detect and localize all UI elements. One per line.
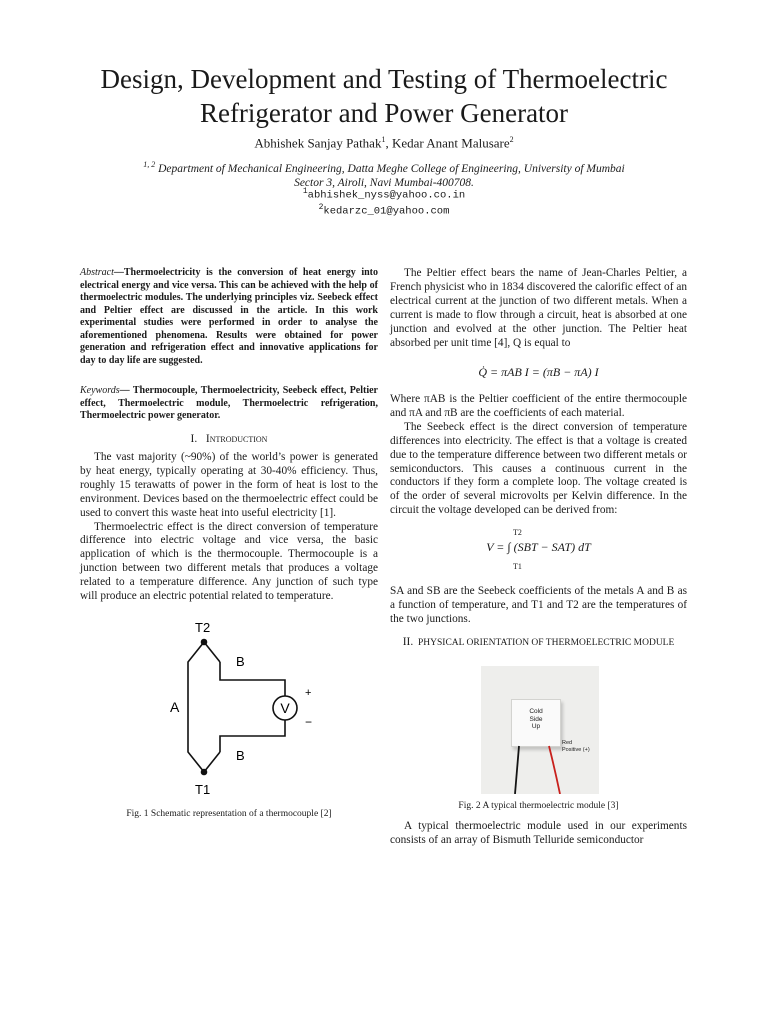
author-2-sup: 2 xyxy=(509,135,514,144)
thermocouple-diagram xyxy=(150,616,320,796)
section-1-heading xyxy=(80,433,378,445)
minus-sign: − xyxy=(305,715,313,729)
red-label-line-1: Red xyxy=(562,740,573,746)
seebeck-text: The Seebeck effect is the direct conversion of temperature differences into electricity. The effect is that a voltage is created due to the temperature difference between two different metals or semiconductors. This causes a continuous current in the conductors if they form a complete loop. The voltage created is of the order of several microvolts per Kelvin difference. In the circuit the voltage developed can be derived from: xyxy=(390,420,687,517)
seebeck-coefficient-text: SA and SB are the Seebeck coefficients of the metals A and B as a function of temperature, and T1 and T2 are the temperatures of the two junctions. xyxy=(390,585,687,625)
plus-sign: + xyxy=(305,687,312,699)
email-2[interactable] xyxy=(0,203,768,218)
cold-side-line-1: Cold xyxy=(529,708,543,715)
voltmeter-label: V xyxy=(280,700,290,716)
closing-text: A typical thermoelectric module used in our experiments consists of an array of Bismuth Telluride semiconductor xyxy=(390,820,687,846)
affiliation xyxy=(0,158,768,190)
seebeck-coefficient-paragraph xyxy=(390,585,687,627)
email-1-text: abhishek_nyss@yahoo.co.in xyxy=(307,189,466,202)
author-2: Kedar Anant Malusare xyxy=(391,135,510,151)
junction-t2 xyxy=(201,639,208,646)
abstract-text: —Thermoelectricity is the conversion of heat energy into electrical energy and vice versa. This can be achieved with the help of thermoelectric modules. The underlying principles viz. Seebeck effect and Peltier effect are discussed in the article. In this work experimental studies were performed in order to analyse the aforementioned phenomena. Results were obtained for power generation and refrigeration effect and innovative applications for day to day life are suggested. xyxy=(80,267,378,366)
affiliation-sup: 1, 2 xyxy=(143,160,156,169)
keywords xyxy=(80,385,378,423)
red-label-line-2: Positive (+) xyxy=(562,746,590,753)
t2-label: T2 xyxy=(195,620,211,635)
intro-paragraph-2: Thermoelectric effect is the direct conversion of temperature difference into electric voltage and vice versa, the basic application of which is the thermocouple. Thermocouple is a junction between two different metals that produces a voltage related to a temperature difference. Any junction of such type will produce an electric potential related to temperature. xyxy=(80,520,378,603)
black-wire xyxy=(515,746,519,794)
intro-body xyxy=(80,451,378,604)
paper-title xyxy=(0,62,768,130)
keywords-label: Keywords xyxy=(80,385,120,396)
thermoelectric-module-photo xyxy=(481,666,599,794)
title-line-1: Design, Development and Testing of Thermoelectric xyxy=(100,64,668,94)
metal-b-top-label: B xyxy=(236,654,245,669)
email-1[interactable] xyxy=(0,187,768,202)
section-2-number: II. xyxy=(402,636,414,648)
abstract xyxy=(80,267,378,367)
affiliation-line-2: Sector 3, Airoli, Navi Mumbai-400708. xyxy=(294,176,474,189)
keywords-text: — Thermocouple, Thermoelectricity, Seebeck effect, Peltier effect, Thermoelectric module, Thermoelectric refrigeration, Thermoelectric power generator. xyxy=(80,385,378,421)
peltier-paragraph xyxy=(390,267,687,350)
peltier-coefficient-text: Where πAB is the Peltier coefficient of the entire thermocouple and πA and πB are the coefficients of each material. xyxy=(390,393,687,419)
figure-1-caption: Fig. 1 Schematic representation of a thermocouple [2] xyxy=(126,809,332,819)
junction-t1 xyxy=(201,769,208,776)
author-1-sup: 1 xyxy=(381,135,386,144)
section-2-title: PHYSICAL ORIENTATION OF THERMOELECTRIC MODULE xyxy=(418,638,675,648)
section-1-title: Introduction xyxy=(205,433,268,445)
metal-b-bottom-label: B xyxy=(236,748,245,763)
section-2-heading xyxy=(390,636,687,648)
abstract-label: Abstract xyxy=(80,267,114,278)
email-2-text: kedarzc_01@yahoo.com xyxy=(323,205,450,218)
integral-lower-limit: T1 xyxy=(513,562,522,571)
author-1: Abhishek Sanjay Pathak xyxy=(254,135,382,151)
red-positive-label xyxy=(562,740,590,753)
metal-a-label: A xyxy=(170,699,180,715)
module-wires xyxy=(481,666,599,794)
integral-upper-limit: T2 xyxy=(513,528,522,537)
closing-paragraph xyxy=(390,820,687,848)
equation-seebeck-text: V = ∫ (SBT − SAT) dT xyxy=(486,540,591,554)
peltier-text: The Peltier effect bears the name of Jean-Charles Peltier, a French physicist who in 1834 discovered the calorific effect of an electrical current at the junction of two different metals. When a current is made to flow through a circuit, heat is absorbed at one junction and evolved at the other junction. The Peltier heat absorbed per unit time [4], Q is equal to xyxy=(390,267,687,349)
email-1-sup: 1 xyxy=(302,187,308,196)
affiliation-line-1: Department of Mechanical Engineering, Datta Meghe College of Engineering, University of Mumbai xyxy=(158,162,625,175)
author-list: Abhishek Sanjay Pathak$^1$, Kedar Anant Malusare$^2$ xyxy=(254,135,514,151)
red-wire xyxy=(549,746,560,794)
figure-2-caption: Fig. 2 A typical thermoelectric module [3] xyxy=(458,801,619,811)
seebeck-section xyxy=(390,393,687,518)
equation-seebeck xyxy=(390,528,687,571)
cold-side-line-2: Side xyxy=(529,715,543,723)
cold-side-line-3: Up xyxy=(531,723,541,730)
t1-label: T1 xyxy=(195,782,211,796)
email-2-sup: 2 xyxy=(318,203,324,212)
section-1-number: I. xyxy=(190,433,198,445)
equation-peltier: Q̇ = πAB I = (πB − πA) I xyxy=(478,365,599,379)
intro-paragraph-1: The vast majority (~90%) of the world’s power is generated by heat energy, typically operating at 30-40% efficiency. Thus, roughly 15 terawatts of power in the form of heat is lost to the environment. Devices based on the thermoelectric effect could be used to convert this waste heat into useful electricity [1]. xyxy=(80,451,378,519)
title-line-2: Refrigerator and Power Generator xyxy=(199,98,569,128)
